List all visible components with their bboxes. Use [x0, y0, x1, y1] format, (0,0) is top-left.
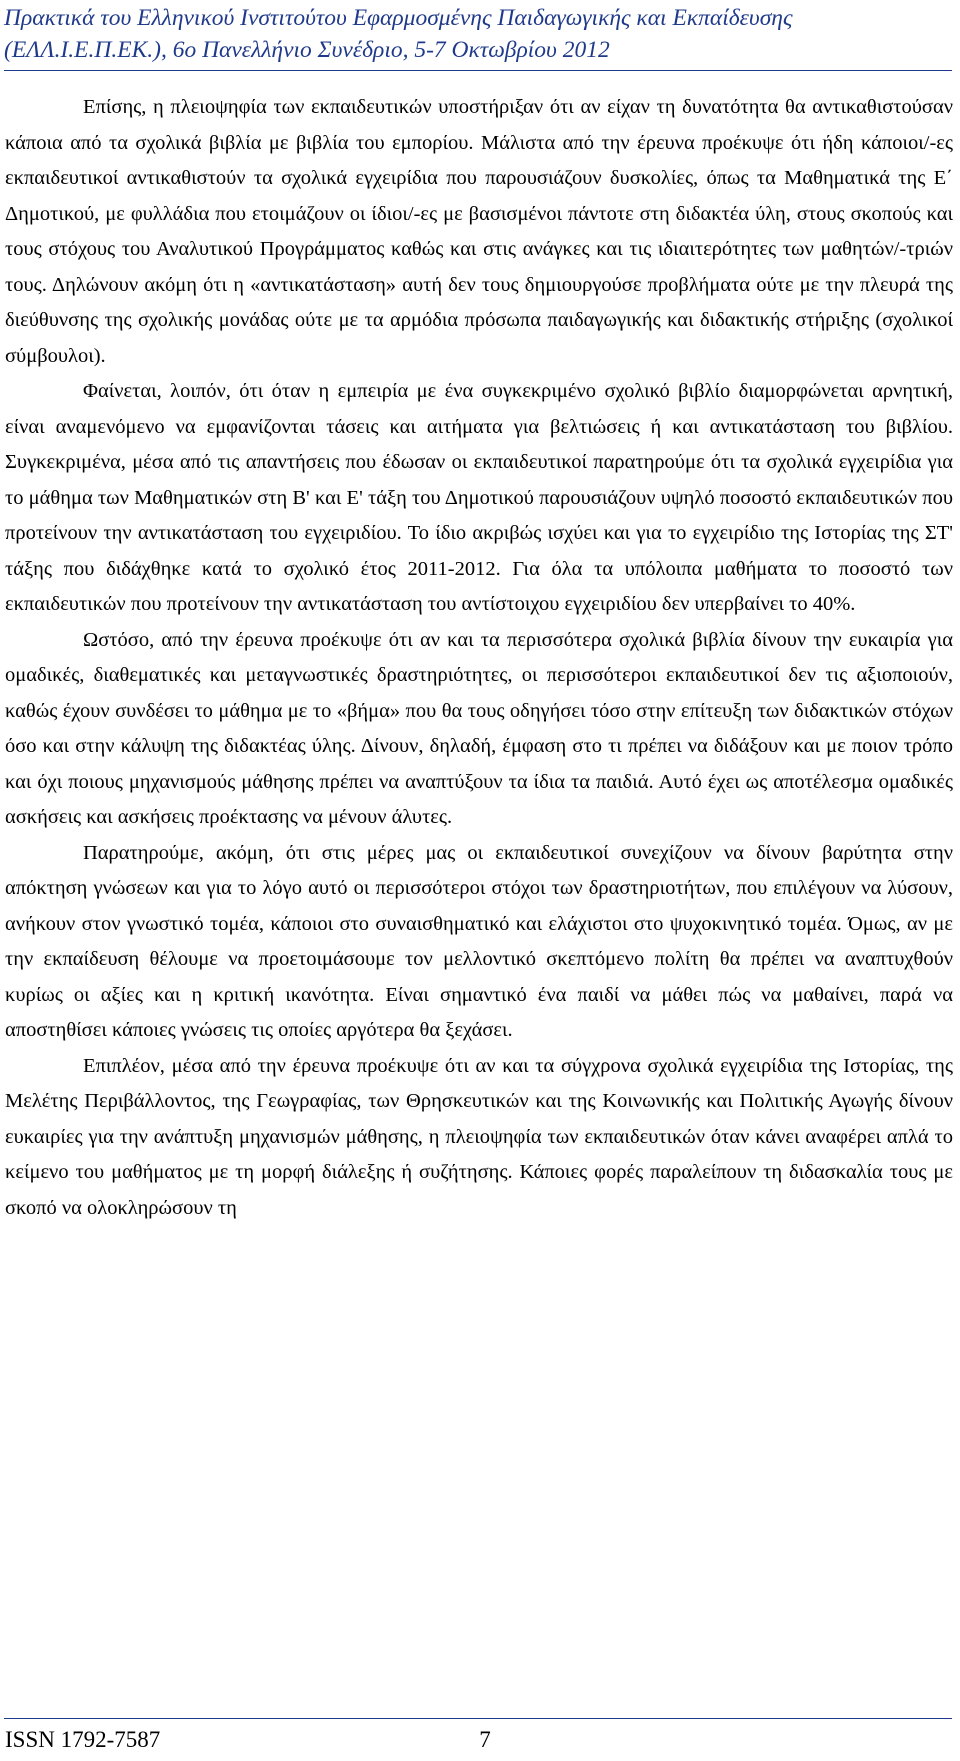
header-conference-line: (ΕΛΛ.Ι.Ε.Π.ΕΚ.), 6ο Πανελλήνιο Συνέδριο, 5-7 Οκτωβρίου 2012 — [4, 37, 610, 63]
running-header — [4, 2, 944, 66]
paragraph-4: Παρατηρούμε, ακόμη, ότι στις μέρες μας οι εκπαιδευτικοί συνεχίζουν να δίνουν βαρύτητα στην απόκτηση γνώσεων και για το λόγο αυτό οι περισσότεροι στόχοι των δραστηριοτήτων, που επιλέγουν να λύσουν, ανήκουν στον γνωστικό τομέα, κάποιοι στο συναισθηματικό και ελάχιστοι στο ψυχοκινητικό τομέα. Όμως, αν με την εκπαίδευση θέλουμε να προετοιμάσουμε τον μελλοντικό σκεπτόμενο πολίτη θα πρέπει να αναπτυχθούν κυρίως οι αξίες και η κριτική ικανότητα. Είναι σημαντικό ένα παιδί να μάθει πώς να μαθαίνει, παρά να αποστηθίσει κάποιες γνώσεις τις οποίες αργότερα θα ξεχάσει. — [5, 841, 953, 1041]
header-title-line: Πρακτικά του Ελληνικού Ινστιτούτου Εφαρμοσμένης Παιδαγωγικής και Εκπαίδευσης — [4, 5, 793, 31]
paragraph-3: Ωστόσο, από την έρευνα προέκυψε ότι αν και τα περισσότερα σχολικά βιβλία δίνουν την ευκαιρία για ομαδικές, διαθεματικές και μεταγνωστικές δραστηριότητες, οι περισσότεροι εκπαιδευτικοί δεν τις αξιοποιούν, καθώς έχουν συνδέσει το μάθημα με το «βήμα» που θα τους οδηγήσει τόσο στην επίτευξη των διδακτικών στόχων όσο και στην κάλυψη της διδακτέας ύλης. Δίνουν, δηλαδή, έμφαση στο τι πρέπει να διδάξουν και με ποιον τρόπο και όχι ποιους μηχανισμούς μάθησης πρέπει να αναπτύξουν τα ίδια τα παιδιά. Αυτό έχει ως αποτέλεσμα ομαδικές ασκήσεις και ασκήσεις προέκτασης να μένουν άλυτες. — [5, 628, 953, 828]
paragraph-2: Φαίνεται, λοιπόν, ότι όταν η εμπειρία με ένα συγκεκριμένο σχολικό βιβλίο διαμορφώνεται αρνητική, είναι αναμενόμενο να εμφανίζονται τάσεις και αιτήματα για βελτιώσεις ή και αντικατάσταση του βιβλίου. Συγκεκριμένα, μέσα από τις απαντήσεις που έδωσαν οι εκπαιδευτικοί παρατηρούμε ότι τα σχολικά εγχειρίδια για το μάθημα των Μαθηματικών στη Β' και Ε' τάξη του Δημοτικού παρουσιάζουν υψηλό ποσοστό εκπαιδευτικών που προτείνουν την αντικατάσταση του εγχειριδίου. Το ίδιο ακριβώς ισχύει και για το εγχειρίδιο της Ιστορίας της ΣΤ' τάξης που διδάχθηκε κατά το σχολικό έτος 2011-2012. Για όλα τα υπόλοιπα μαθήματα το ποσοστό των εκπαιδευτικών που προτείνουν την αντικατάσταση του αντίστοιχου εγχειριδίου δεν υπερβαίνει το 40%. — [5, 380, 953, 615]
footer-divider — [4, 1718, 952, 1719]
paragraph-5: Επιπλέον, μέσα από την έρευνα προέκυψε ότι αν και τα σύγχρονα σχολικά εγχειρίδια της Ιστορίας, της Μελέτης Περιβάλλοντος, της Γεωγραφίας, των Θρησκευτικών και της Κοινωνικής και Πολιτικής Αγωγής δίνουν ευκαιρίες για την ανάπτυξη μηχανισμών μάθησης, η πλειοψηφία των εκπαιδευτικών όταν κάνει αναφέρει απλά το κείμενο του μαθήματος με τη μορφή διάλεξης ή συζήτησης. Κάποιες φορές παραλείπουν τη διδασκαλία τους με σκοπό να ολοκληρώσουν τη — [5, 1054, 953, 1219]
header-divider — [4, 70, 952, 71]
article-body — [5, 90, 953, 1226]
paragraph-1: Επίσης, η πλειοψηφία των εκπαιδευτικών υποστήριξαν ότι αν είχαν τη δυνατότητα θα αντικαθιστούσαν κάποια από τα σχολικά βιβλία με βιβλία του εμπορίου. Μάλιστα από την έρευνα προέκυψε ότι ήδη κάποιοι/-ες εκπαιδευτικοί αντικαθιστούν τα σχολικά εγχειρίδια που παρουσιάζουν δυσκολίες, όπως τα Μαθηματικά της Ε΄ Δημοτικού, με φυλλάδια που ετοιμάζουν οι ίδιοι/-ες με βασισμένοι πάντοτε στη διδακτέα ύλη, στους σκοπούς και τους στόχους του Αναλυτικού Προγράμματος καθώς και στις ανάγκες και τις ιδιαιτερότητες των μαθητών/-τριών τους. Δηλώνουν ακόμη ότι η «αντικατάσταση» αυτή δεν τους δημιουργούσε προβλήματα ούτε με την πλευρά της διεύθυνσης της σχολικής μονάδας ούτε με τα αρμόδια πρόσωπα παιδαγωγικής και διδακτικής στήριξης (σχολικοί σύμβουλοι). — [5, 96, 953, 367]
page-number: 7 — [479, 1727, 491, 1752]
issn-label: ISSN 1792-7587 — [5, 1727, 161, 1752]
